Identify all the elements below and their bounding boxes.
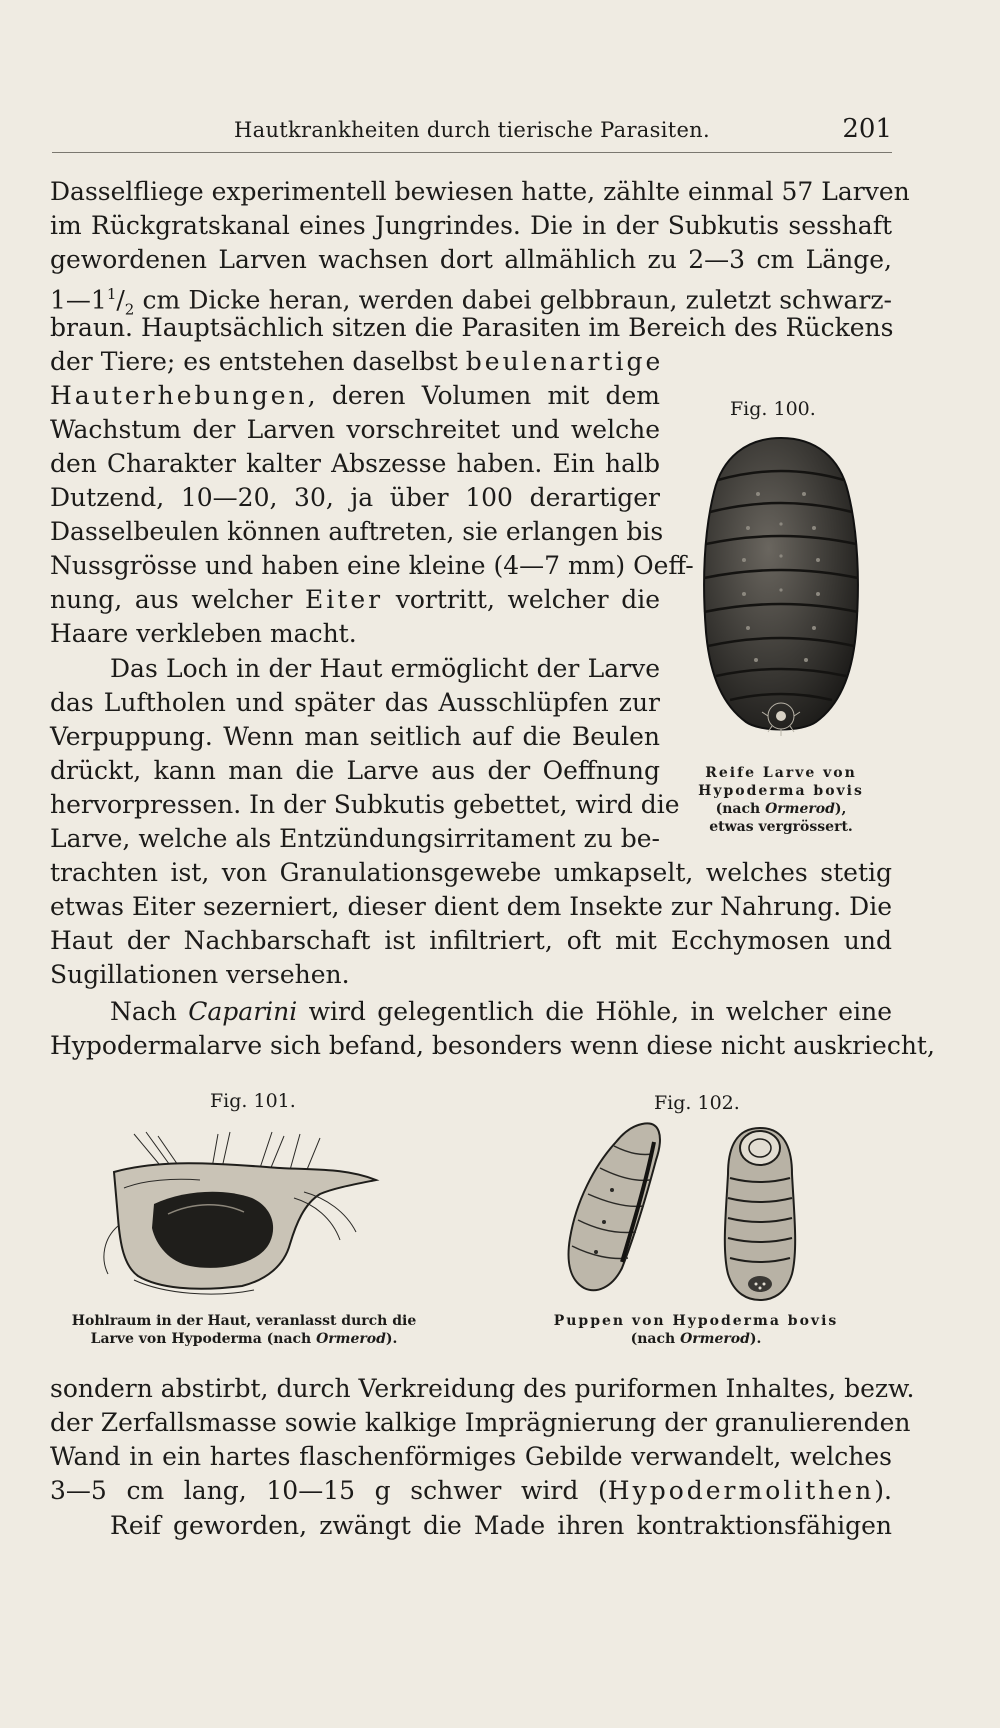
skin-cavity-illustration: [94, 1128, 394, 1300]
text-line: [50, 583, 660, 617]
emphasis-spaced: beulenartige: [465, 347, 664, 376]
fig102-caption: [540, 1312, 852, 1348]
text-line: im Rückgratskanal eines Jungrindes. Die in der Subkutis sesshaft: [50, 211, 892, 240]
text-line: Hypodermalarve sich befand, besonders wenn diese nicht auskriecht,: [50, 1031, 935, 1060]
caption-span: (nach: [715, 801, 766, 817]
running-header: [52, 112, 892, 153]
pupa-side: [569, 1123, 660, 1290]
page-number: 201: [842, 114, 892, 144]
caption-span: ),: [834, 801, 847, 817]
caption-span: (nach: [630, 1331, 681, 1347]
emphasis-spaced: Hypodermolithen: [607, 1476, 875, 1505]
text-span: wird gelegentlich die Höhle, in welcher eine: [297, 997, 892, 1026]
fig100-caption: [688, 764, 874, 836]
fraction-numerator: 1: [106, 285, 117, 303]
text-line: Wand in ein hartes flaschenförmiges Gebilde verwandelt, welches: [50, 1442, 892, 1471]
caption-line: [688, 800, 874, 818]
pupae-illustration: [556, 1112, 836, 1308]
text-span: , deren Volumen mit dem: [307, 381, 660, 410]
caption-span: Larve von Hypoderma (nach: [90, 1331, 317, 1347]
pupa-ventral: [725, 1128, 795, 1300]
text-line: Dasselfliege experimentell bewiesen hatte, zählte einmal 57 Larven: [50, 177, 910, 206]
text-line: Haut der Nachbarschaft ist infiltriert, oft mit Ecchymosen und: [50, 926, 892, 955]
text-span: cm Dicke heran, werden dabei gelbbraun, zuletzt schwarz-: [134, 285, 892, 315]
emphasis-spaced: Hauterhebungen: [50, 381, 308, 410]
text-line: [50, 995, 892, 1029]
fig102-label: Fig. 102.: [654, 1092, 740, 1114]
larva-illustration: [698, 432, 864, 742]
text-line: Das Loch in der Haut ermöglicht der Larve: [110, 654, 660, 683]
text-span: Nach: [110, 997, 189, 1026]
text-line: Sugillationen versehen.: [50, 960, 350, 989]
caption-line: [58, 1330, 430, 1348]
text-line: hervorpressen. In der Subkutis gebettet, wird die: [50, 790, 680, 819]
text-line: Haare verkleben macht.: [50, 619, 357, 648]
text-line: braun. Hauptsächlich sitzen die Parasiten im Bereich des Rückens: [50, 313, 894, 342]
text-line: den Charakter kalter Abszesse haben. Ein halb: [50, 449, 660, 478]
text-line: der Zerfallsmasse sowie kalkige Imprägnierung der granulierenden: [50, 1408, 911, 1437]
caption-line: Reife Larve von: [705, 765, 857, 781]
text-line: [50, 345, 664, 379]
text-span: vortritt, welcher die: [383, 585, 660, 614]
fraction-whole: 1—1: [50, 285, 107, 315]
caption-line: Puppen von Hypoderma bovis: [553, 1313, 839, 1329]
caption-span: ).: [749, 1331, 762, 1347]
header-title: Hautkrankheiten durch tierische Parasiten.: [234, 118, 710, 142]
text-line: drückt, kann man die Larve aus der Oeffnung: [50, 756, 660, 785]
text-span: 3—5 cm lang, 10—15 g schwer wird (: [50, 1476, 608, 1505]
text-line: etwas Eiter sezerniert, dieser dient dem Insekte zur Nahrung. Die: [50, 892, 892, 921]
text-line: Reif geworden, zwängt die Made ihren kontraktionsfähigen: [110, 1511, 892, 1540]
caption-line: Hohlraum in der Haut, veranlasst durch die: [71, 1313, 417, 1329]
text-line: [50, 1474, 892, 1508]
caption-line: etwas vergrössert.: [709, 819, 853, 835]
caption-author: Ormerod: [765, 801, 835, 817]
text-line: trachten ist, von Granulationsgewebe umkapselt, welches stetig: [50, 858, 892, 887]
caption-author: Ormerod: [316, 1331, 386, 1347]
caption-line: [540, 1330, 852, 1348]
text-line: [50, 379, 660, 413]
text-line: das Luftholen und später das Ausschlüpfen zur: [50, 688, 660, 717]
text-line: sondern abstirbt, durch Verkreidung des puriformen Inhaltes, bezw.: [50, 1374, 915, 1403]
text-line: Dasselbeulen können auftreten, sie erlangen bis: [50, 517, 664, 546]
text-span: nung, aus welcher: [50, 585, 306, 614]
text-line: $1—1^1/_2$ cm Dicke heran, werden dabei gelbbraun, zuletzt schwarz-: [50, 285, 892, 319]
caption-line: Hypoderma bovis: [698, 783, 864, 799]
text-line: Larve, welche als Entzündungsirritament zu be-: [50, 824, 660, 853]
fig101-label: Fig. 101.: [210, 1090, 296, 1112]
fig101-caption: [58, 1312, 430, 1348]
text-span: der Tiere; es entstehen daselbst: [50, 347, 466, 376]
text-line: Nussgrösse und haben eine kleine (4—7 mm) Oeff-: [50, 551, 694, 580]
fraction-denominator: 2: [124, 300, 135, 319]
text-line: Wachstum der Larven vorschreitet und welche: [50, 415, 660, 444]
emphasis-spaced: Eiter: [305, 585, 384, 614]
text-line: Verpuppung. Wenn man seitlich auf die Beulen: [50, 722, 660, 751]
caption-author: Ormerod: [680, 1331, 750, 1347]
author-name: Caparini: [188, 997, 298, 1026]
text-line: Dutzend, 10—20, 30, ja über 100 derartiger: [50, 483, 660, 512]
text-span: ).: [874, 1476, 892, 1505]
fig100-label: Fig. 100.: [730, 398, 816, 420]
text-line: gewordenen Larven wachsen dort allmählich zu 2—3 cm Länge,: [50, 245, 892, 274]
caption-span: ).: [385, 1331, 398, 1347]
